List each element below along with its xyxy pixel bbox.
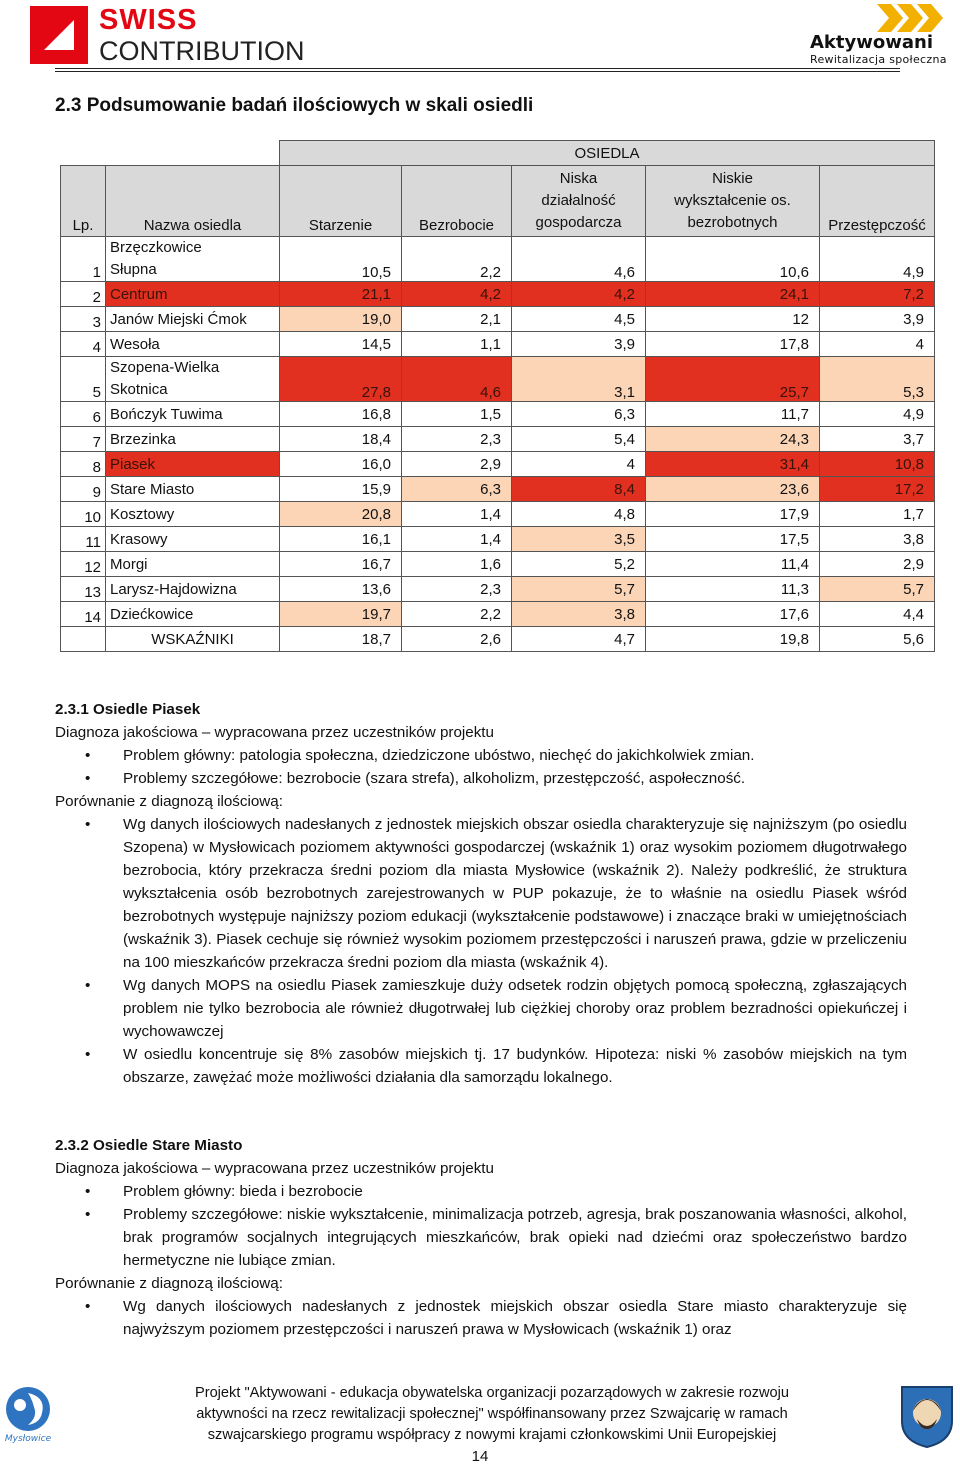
- row-name: [106, 307, 280, 332]
- row-name: [106, 527, 280, 552]
- section-title: 2.3 Podsumowanie badań ilościowych w skali osiedli: [55, 95, 534, 116]
- piasek-section: [55, 698, 907, 1089]
- table-row: [61, 602, 935, 627]
- row-value: 1,4: [402, 527, 512, 552]
- col-header-starzenie: Starzenie: [280, 166, 402, 237]
- row-value: 2,3: [402, 427, 512, 452]
- row-value: 4,9: [820, 402, 935, 427]
- row-name-line: Stare Miasto: [110, 480, 195, 498]
- col-header-name: Nazwa osiedla: [106, 166, 280, 237]
- row-name: [106, 502, 280, 527]
- row-name: [106, 427, 280, 452]
- table-row: [61, 427, 935, 452]
- row-value: 19,0: [280, 307, 402, 332]
- row-name-line: Janów Miejski Ćmok: [110, 310, 247, 328]
- row-name-line: Larysz-Hajdowizna: [110, 580, 237, 598]
- group-header: OSIEDLA: [280, 141, 935, 166]
- row-name: [106, 237, 280, 282]
- row-value: 5,7: [820, 577, 935, 602]
- row-value: 4,2: [512, 282, 646, 307]
- arrows-icon: [877, 4, 949, 32]
- row-lp: 12: [61, 552, 106, 577]
- row-value: 10,8: [820, 452, 935, 477]
- row-value: 11,7: [646, 402, 820, 427]
- row-value: 2,1: [402, 307, 512, 332]
- table-row: [61, 502, 935, 527]
- row-value: 2,2: [402, 602, 512, 627]
- row-name-line: Słupna: [110, 261, 157, 278]
- row-value: 1,4: [402, 502, 512, 527]
- piasek-diag-qual: Diagnoza jakościowa – wypracowana przez uczestników projektu: [55, 724, 494, 741]
- row-value: 10,5: [280, 237, 402, 282]
- settlements-table: [60, 140, 935, 652]
- table-row: [61, 402, 935, 427]
- row-value: 7,2: [820, 282, 935, 307]
- row-value: 5,7: [512, 577, 646, 602]
- row-value: 14,5: [280, 332, 402, 357]
- row-name: [106, 402, 280, 427]
- row-name-line: Wesoła: [110, 335, 160, 353]
- row-value: 1,7: [820, 502, 935, 527]
- row-value: 3,1: [512, 357, 646, 402]
- page-number: 14: [471, 1448, 489, 1465]
- row-name-line: Piasek: [110, 455, 156, 473]
- row-lp: 8: [61, 452, 106, 477]
- col-header-wyksztalcenie: Niskie wykształcenie os. bezrobotnych: [646, 166, 820, 237]
- piasek-diag-quant: Porównanie z diagnozą ilościową:: [55, 793, 283, 810]
- totals-value: 2,6: [402, 627, 512, 652]
- row-lp: 3: [61, 307, 106, 332]
- row-value: 27,8: [280, 357, 402, 402]
- piasek-bullet-3: • Wg danych ilościowych nadesłanych z jednostek miejskich obszar osiedla charakteryzuje się najniższym (po osiedlu Szopena) w Mysłowicach poziomem aktywności gospodarczej (wskaźnik 1) oraz wysokim poziomem długotrwałego bezrobocia, który przekracza średni poziom dla miasta Mysłowice (wskaźnik 2). Należy podkreślić, że struktura wykształcenia osób bezrobotnych zarejestrowanych w PUP pokazuje, że to właśnie na osiedlu Piasek wśród bezrobotnych występuje najniższy poziom edukacji (wykształcenie podstawowe) i znaczące braki w umiejętnościach (wskaźnik 3). Piasek cechuje się również wysokim poziomem przestępczości i naruszeń prawa, gdzie w przeliczeniu na 100 mieszkańców przekracza średni poziom dla miasta (wskaźnik 4).: [85, 816, 907, 971]
- row-value: 17,2: [820, 477, 935, 502]
- row-lp: 1: [61, 237, 106, 282]
- totals-value: 19,8: [646, 627, 820, 652]
- row-value: 2,9: [820, 552, 935, 577]
- stare-miasto-section: [55, 1134, 907, 1341]
- row-value: 17,8: [646, 332, 820, 357]
- row-name: [106, 357, 280, 402]
- row-value: 16,0: [280, 452, 402, 477]
- row-value: 20,8: [280, 502, 402, 527]
- row-value: 2,3: [402, 577, 512, 602]
- row-lp: 4: [61, 332, 106, 357]
- row-value: 3,9: [512, 332, 646, 357]
- row-value: 3,7: [820, 427, 935, 452]
- aktywowani-subtitle: Rewitalizacja społeczna: [810, 53, 947, 66]
- row-name-line: Bończyk Tuwima: [110, 405, 223, 423]
- row-value: 5,3: [820, 357, 935, 402]
- row-value: 6,3: [402, 477, 512, 502]
- swiss-logo-top: SWISS: [99, 4, 198, 36]
- aktywowani-title: Aktywowani: [810, 32, 933, 53]
- row-value: 16,8: [280, 402, 402, 427]
- row-name-line: Morgi: [110, 555, 148, 573]
- row-value: 15,9: [280, 477, 402, 502]
- stare-bullet-2: • Problemy szczegółowe: niskie wykształcenie, minimalizacja potrzeb, agresja, brak poszanowania własności, alkohol, brak programów socjalnych integrujących mieszkańców, brak opieki nad dziećmi oraz społeczeństwo bardzo hermetyczne nie lubiące zmian.: [85, 1206, 907, 1269]
- row-value: 11,3: [646, 577, 820, 602]
- swiss-flag-icon: [30, 6, 88, 64]
- col-header-lp: Lp.: [61, 166, 106, 237]
- row-value: 3,5: [512, 527, 646, 552]
- aktywowani-logo: [805, 2, 955, 66]
- row-value: 12: [646, 307, 820, 332]
- table-row: [61, 282, 935, 307]
- row-lp: 13: [61, 577, 106, 602]
- piasek-bullet-5: • W osiedlu koncentruje się 8% zasobów miejskich tj. 17 budynków. Hipoteza: niski % zasobów miejskich na tym obszarze, zawężać może możliwości działania dla samorządu lokalnego.: [85, 1046, 907, 1086]
- row-value: 31,4: [646, 452, 820, 477]
- row-lp: 6: [61, 402, 106, 427]
- row-lp: 7: [61, 427, 106, 452]
- row-value: 2,9: [402, 452, 512, 477]
- piasek-heading: 2.3.1 Osiedle Piasek: [55, 701, 201, 718]
- row-lp: 9: [61, 477, 106, 502]
- col-header-dzialalnosc: Niska działalność gospodarcza: [512, 166, 646, 237]
- row-value: 17,9: [646, 502, 820, 527]
- totals-value: 4,7: [512, 627, 646, 652]
- row-lp: 14: [61, 602, 106, 627]
- row-name: [106, 282, 280, 307]
- table-row: [61, 552, 935, 577]
- row-name-line: Brzęczkowice: [110, 239, 202, 256]
- row-lp: 2: [61, 282, 106, 307]
- row-name: [106, 452, 280, 477]
- row-value: 5,2: [512, 552, 646, 577]
- row-value: 4,4: [820, 602, 935, 627]
- table-row: [61, 477, 935, 502]
- row-value: 4: [820, 332, 935, 357]
- totals-value: 18,7: [280, 627, 402, 652]
- row-value: 4,6: [512, 237, 646, 282]
- swiss-contribution-logo: [30, 4, 320, 66]
- row-value: 19,7: [280, 602, 402, 627]
- row-value: 18,4: [280, 427, 402, 452]
- row-value: 4: [512, 452, 646, 477]
- piasek-bullet-1: • Problem główny: patologia społeczna, dziedziczone ubóstwo, niechęć do jakichkolwiek zmian.: [85, 747, 755, 764]
- table-row: [61, 332, 935, 357]
- row-value: 3,8: [820, 527, 935, 552]
- row-name-line: Dziećkowice: [110, 605, 194, 623]
- svg-text:Mysłowice: Mysłowice: [4, 1434, 52, 1444]
- col-header-bezrobocie: Bezrobocie: [402, 166, 512, 237]
- row-value: 16,7: [280, 552, 402, 577]
- row-value: 16,1: [280, 527, 402, 552]
- row-name-line: Brzezinka: [110, 430, 176, 448]
- row-value: 13,6: [280, 577, 402, 602]
- totals-value: 5,6: [820, 627, 935, 652]
- table-row: [61, 577, 935, 602]
- row-value: 25,7: [646, 357, 820, 402]
- row-name-line: Centrum: [110, 285, 168, 303]
- header-divider-2: [55, 71, 900, 72]
- row-value: 1,5: [402, 402, 512, 427]
- row-value: 24,1: [646, 282, 820, 307]
- totals-empty: [61, 627, 106, 652]
- footer-text: Projekt "Aktywowani - edukacja obywatelska organizacji pozarządowych w zakresie rozwoju aktywności na rzecz rewitalizacji społecznej" współfinansowany przez Szwajcarię w ramach szwajcarskiego programu współpracy z nowymi krajami członkowskimi Unii Europejskiej: [194, 1385, 790, 1443]
- row-name: [106, 477, 280, 502]
- row-value: 5,4: [512, 427, 646, 452]
- row-value: 17,5: [646, 527, 820, 552]
- table-row: [61, 237, 935, 282]
- piasek-bullet-2: • Problemy szczegółowe: bezrobocie (szara strefa), alkoholizm, przestępczość, aspołeczność.: [85, 770, 746, 787]
- row-value: 2,2: [402, 237, 512, 282]
- row-value: 1,6: [402, 552, 512, 577]
- row-value: 11,4: [646, 552, 820, 577]
- table-row: [61, 307, 935, 332]
- row-value: 3,9: [820, 307, 935, 332]
- myslowice-logo: [0, 1383, 56, 1445]
- piasek-bullet-4: • Wg danych MOPS na osiedlu Piasek zamieszkuje duży odsetek rodzin objętych pomocą społeczną, zgłaszających problem nie tylko bezrobocia ale również długotrwałej lub ciężkiej choroby oraz problem bezradności opiekuńczej i wychowawczej: [85, 977, 907, 1040]
- row-name: [106, 602, 280, 627]
- row-lp: 10: [61, 502, 106, 527]
- row-value: 24,3: [646, 427, 820, 452]
- row-value: 17,6: [646, 602, 820, 627]
- totals-row: [61, 627, 935, 652]
- stare-diag-quant: Porównanie z diagnozą ilościową:: [55, 1275, 283, 1292]
- table-row: [61, 527, 935, 552]
- row-value: 23,6: [646, 477, 820, 502]
- row-lp: 11: [61, 527, 106, 552]
- row-value: 4,6: [402, 357, 512, 402]
- row-value: 4,8: [512, 502, 646, 527]
- row-value: 4,9: [820, 237, 935, 282]
- stare-diag-qual: Diagnoza jakościowa – wypracowana przez uczestników projektu: [55, 1160, 494, 1177]
- row-value: 6,3: [512, 402, 646, 427]
- row-name: [106, 332, 280, 357]
- row-name-line: Szopena-Wielka: [110, 359, 220, 376]
- row-name-line: Krasowy: [110, 530, 168, 548]
- table-row: [61, 452, 935, 477]
- stare-bullet-3: • Wg danych ilościowych nadesłanych z jednostek miejskich obszar osiedla Stare miasto charakteryzuje się najwyższym poziomem przestępczości i naruszeń prawa w Mysłowicach (wskaźnik 1) oraz: [85, 1298, 907, 1338]
- table-row: [61, 357, 935, 402]
- city-crest-icon: [898, 1383, 956, 1449]
- row-value: 21,1: [280, 282, 402, 307]
- row-name-line: Kosztowy: [110, 505, 175, 523]
- totals-label: WSKAŹNIKI: [106, 627, 280, 652]
- table-body: [61, 237, 935, 652]
- row-name: [106, 552, 280, 577]
- row-value: 3,8: [512, 602, 646, 627]
- row-value: 4,2: [402, 282, 512, 307]
- row-lp: 5: [61, 357, 106, 402]
- stare-bullet-1: • Problem główny: bieda i bezrobocie: [85, 1183, 363, 1200]
- row-name-line: Skotnica: [110, 381, 168, 398]
- swiss-logo-bottom: CONTRIBUTION: [99, 36, 305, 66]
- row-value: 10,6: [646, 237, 820, 282]
- row-value: 1,1: [402, 332, 512, 357]
- row-value: 4,5: [512, 307, 646, 332]
- row-value: 8,4: [512, 477, 646, 502]
- header-divider: [55, 68, 900, 69]
- row-name: [106, 577, 280, 602]
- col-header-przestepczosc: Przestępczość: [820, 166, 935, 237]
- stare-heading: 2.3.2 Osiedle Stare Miasto: [55, 1137, 243, 1154]
